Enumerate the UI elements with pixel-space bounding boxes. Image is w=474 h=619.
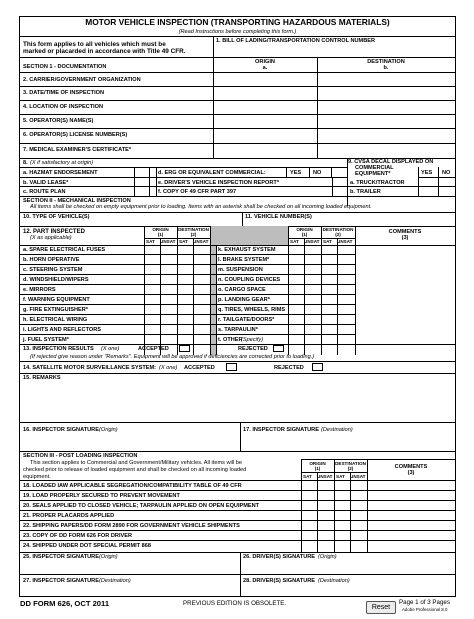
unsat-right-2: UNSAT: [337, 239, 353, 244]
sig25-label: 25. INSPECTOR SIGNATURE: [23, 554, 99, 560]
section2-heading: SECTION II - MECHANICAL INSPECTION: [23, 198, 131, 204]
item-9a-label: a. TRUCK/TRACTOR: [350, 180, 405, 186]
part-header-gray: [210, 226, 288, 245]
accepted-checkbox-13[interactable]: [179, 345, 190, 352]
item-8-label: 8.: [23, 160, 28, 166]
part-h: h. ELECTRICAL WIRING: [23, 317, 88, 323]
item-18: 18. LOADED IAW APPLICABLE SEGREGATION/COMPATIBILITY TABLE OF 49 CFR: [23, 483, 242, 489]
s3-sat-1: SAT: [303, 474, 312, 479]
unsat-right-1: UNSAT: [304, 239, 320, 244]
sig17-label: 17. INSPECTOR SIGNATURE: [243, 427, 319, 433]
destination-col-label: DESTINATION: [367, 59, 405, 65]
accepted-label-14: ACCEPTED: [184, 365, 215, 371]
part-b: b. HORN OPERATIVE: [23, 257, 80, 263]
section3-heading: SECTION III - POST LOADING INSPECTION: [23, 453, 138, 459]
reset-button[interactable]: Reset: [366, 601, 396, 614]
inspection-results-x-one: (X one): [101, 346, 120, 352]
item-21: 21. PROPER PLACARDS APPLIED: [23, 513, 115, 519]
s3-unsat-2: UNSAT: [350, 474, 366, 479]
bill-of-lading-field[interactable]: [214, 45, 455, 57]
unsat-left-1: UNSAT: [160, 239, 176, 244]
item-23: 23. COPY OF DD FORM 626 FOR DRIVER: [23, 533, 132, 539]
section3-instruction-2: checked prior to release of loaded equipment and shall be checked on all incoming loaded: [23, 467, 247, 473]
destination-num-left: (2): [190, 232, 197, 237]
destination-header-left: DESTINATION: [178, 227, 209, 232]
sig16-note: (Origin): [99, 427, 118, 433]
as-applicable-note: (X as applicable): [30, 235, 72, 241]
part-l: l. BRAKE SYSTEM*: [218, 257, 270, 263]
item-19: 19. LOAD PROPERLY SECURED TO PREVENT MOVEMENT: [23, 493, 180, 499]
origin-col-sub: a.: [262, 65, 268, 71]
sat-right-1: SAT: [290, 239, 299, 244]
part-s: s. TARPAULIN*: [218, 327, 258, 333]
part-p: p. LANDING GEAR*: [218, 297, 270, 303]
item-8a-label: a. HAZMAT ENDORSEMENT: [23, 170, 98, 176]
no-label-1: NO: [313, 170, 322, 176]
item-7-label: 7. MEDICAL EXAMINER'S CERTIFICATE*: [23, 147, 132, 153]
other-specify-note: (Specify): [241, 337, 264, 343]
rejected-label-13: REJECTED: [238, 346, 268, 352]
origin-num-right: (1): [301, 232, 308, 237]
sat-left-2: SAT: [179, 239, 188, 244]
applies-note-2: marked or placarded in accordance with Title 49 CFR.: [23, 48, 186, 55]
sig26-note: (Origin): [318, 554, 337, 560]
part-f: f. WARNING EQUIPMENT: [23, 297, 90, 303]
s3-unsat-1: UNSAT: [317, 474, 333, 479]
s3-origin-header: ORIGIN: [309, 461, 326, 466]
item-9-label: 9. CVSA DECAL DISPLAYED ON: [348, 159, 434, 165]
section2-instruction: All items shall be checked on empty equipment prior to loading. Items with an asterisk shall be checked on all incoming loaded equipment.: [30, 204, 372, 210]
item-9-line3: EQUIPMENT*: [355, 171, 391, 177]
sig25-note: (Origin): [99, 554, 118, 560]
origin-header-left: ORIGIN: [152, 227, 169, 232]
vehicle-numbers-label: 11. VEHICLE NUMBER(S): [245, 214, 312, 220]
remarks-field[interactable]: [21, 382, 454, 422]
s3-comments-header: COMMENTS: [394, 464, 428, 470]
origin-num-left: (1): [157, 232, 164, 237]
part-d: d. WINDSHIELD/WIPERS: [23, 277, 89, 283]
adobe-version: Adobe Professional 8.0: [402, 607, 448, 612]
destination-col-sub: b.: [383, 65, 389, 71]
item-8d-label: d. ERG OR EQUIVALENT COMMERCIAL:: [158, 170, 266, 176]
part-c: c. STEERING SYSTEM: [23, 267, 83, 273]
comments-num: (3): [401, 235, 409, 241]
sig26-label: 26. DRIVER(S) SIGNATURE: [243, 554, 316, 560]
s3-origin-num: (1): [314, 466, 321, 471]
section3-instruction-1: This section applies to Commercial and Government/Military vehicles. All items will be: [30, 460, 243, 466]
part-n: n. COUPLING DEVICES: [218, 277, 281, 283]
yes-label-1: YES: [290, 170, 302, 176]
part-j: j. FUEL SYSTEM*: [23, 337, 69, 343]
accepted-checkbox-14[interactable]: [226, 363, 237, 371]
part-a: a. SPARE ELECTRICAL FUSES: [23, 247, 106, 253]
part-g: g. FIRE EXTINGUISHER*: [23, 307, 88, 313]
sat-right-2: SAT: [323, 239, 332, 244]
item-4-label: 4. LOCATION OF INSPECTION: [23, 104, 104, 110]
yes-label-2: YES: [421, 170, 433, 176]
item-9b-label: b. TRAILER: [350, 189, 381, 195]
remarks-label: 15. REMARKS: [23, 375, 61, 381]
sig17-note: (Destination): [321, 427, 353, 433]
item-8e-label: e. DRIVER'S VEHICLE INSPECTION REPORT*: [158, 180, 279, 186]
inspection-results-label: 13. INSPECTION RESULTS: [23, 346, 94, 352]
s3-destination-header: DESTINATION: [335, 461, 366, 466]
item-8b-label: b. VALID LEASE*: [23, 180, 69, 186]
sig28-note: (Destination): [318, 578, 350, 584]
origin-col-label: ORIGIN: [255, 59, 275, 65]
sig27-note: (Destination): [99, 578, 131, 584]
s3-sat-2: SAT: [336, 474, 345, 479]
no-label-2: NO: [442, 170, 451, 176]
item-6-label: 6. OPERATOR(S) LICENSE NUMBER(S): [23, 132, 128, 138]
comments-header: COMMENTS: [388, 229, 422, 235]
sig28-label: 28. DRIVER(S) SIGNATURE: [243, 578, 316, 584]
part-e: e. MIRRORS: [23, 287, 56, 293]
part-m: m. SUSPENSION: [218, 267, 263, 273]
destination-header-right: DESTINATION: [322, 227, 354, 232]
s3-comments-num: (3): [407, 470, 415, 476]
item-8-note: (X if satisfactory at origin): [30, 160, 94, 166]
item-5-label: 5. OPERATOR(S) NAME(S): [23, 118, 94, 124]
rejected-checkbox-14[interactable]: [312, 363, 323, 371]
previous-edition-note: PREVIOUS EDITION IS OBSOLETE.: [183, 600, 287, 607]
item-3-label: 3. DATE/TIME OF INSPECTION: [23, 90, 105, 96]
accepted-label-13: ACCEPTED: [138, 346, 169, 352]
satellite-x-one: (X one): [159, 365, 178, 371]
rejected-checkbox-13[interactable]: [273, 345, 284, 352]
rejected-label-14: REJECTED: [274, 365, 304, 371]
dd-form-626: [19, 16, 456, 597]
section3-instruction-3: equipment.: [23, 474, 51, 480]
origin-header-right: ORIGIN: [296, 227, 313, 232]
satellite-label: 14. SATELLITE MOTOR SURVEILLANCE SYSTEM:: [23, 365, 157, 371]
sig16-label: 16. INSPECTOR SIGNATURE: [23, 427, 99, 433]
part-t: t. OTHER: [218, 337, 243, 343]
page-count: Page 1 of 3 Pages: [399, 599, 450, 606]
item-20: 20. SEALS APPLIED TO CLOSED VEHICLE; TARPAULIN APPLIED ON OPEN EQUIPMENT: [23, 503, 260, 509]
destination-num-right: (2): [335, 232, 341, 237]
item-24: 24. SHIPPED UNDER DOT SPECIAL PERMIT 868: [23, 543, 151, 549]
part-inspected-label: 12. PART INSPECTED: [23, 229, 85, 235]
part-q: q. TIRES, WHEELS, RIMS: [218, 307, 286, 313]
form-id: DD FORM 626, OCT 2011: [20, 599, 110, 608]
form-subtitle: (Read Instructions before completing this form.): [178, 29, 297, 35]
applies-note-1: This form applies to all vehicles which must be: [23, 41, 166, 48]
s3-destination-num: (2): [347, 466, 354, 471]
part-k: k. EXHAUST SYSTEM: [218, 247, 276, 253]
form-title: MOTOR VEHICLE INSPECTION (TRANSPORTING HAZARDOUS MATERIALS): [85, 17, 390, 27]
section1-heading: SECTION 1 - DOCUMENTATION: [23, 64, 107, 70]
part-o: o. CARGO SPACE: [218, 287, 266, 293]
part-i: i. LIGHTS AND REFLECTORS: [23, 327, 102, 333]
bill-of-lading-label: 1. BILL OF LADING/TRANSPORTATION CONTROL NUMBER: [216, 38, 376, 44]
unsat-left-2: UNSAT: [193, 239, 209, 244]
item-9-line2: COMMERCIAL: [355, 165, 394, 171]
part-r: r. TAILGATE/DOORS*: [218, 317, 275, 323]
type-of-vehicle-label: 10. TYPE OF VEHICLE(S): [23, 214, 90, 220]
inspection-results-note: (If rejected give reason under "Remarks". Equipment will be approved if deficiencies are corrected prior to loading.): [30, 354, 315, 360]
item-8c-label: c. ROUTE PLAN: [23, 189, 66, 195]
sat-left-1: SAT: [146, 239, 155, 244]
item-22: 22. SHIPPING PAPERS/DD FORM 2890 FOR GOVERNMENT VEHICLE SHIPMENTS: [23, 523, 240, 529]
sig27-label: 27. INSPECTOR SIGNATURE: [23, 578, 99, 584]
item-8f-label: f. COPY OF 49 CFR PART 397: [158, 189, 237, 195]
item-2-label: 2. CARRIER/GOVERNMENT ORGANIZATION: [23, 77, 141, 83]
